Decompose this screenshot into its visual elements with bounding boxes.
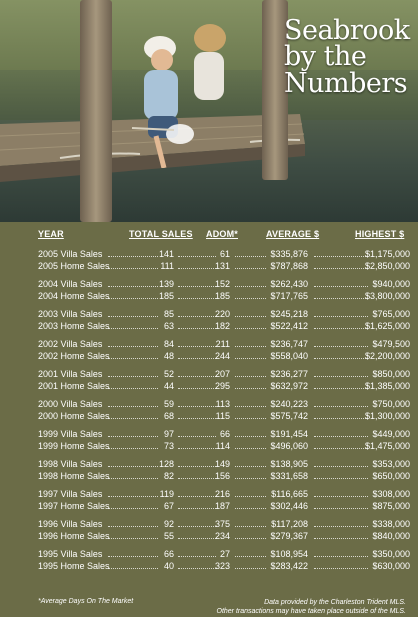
cell-adom: 66: [219, 429, 230, 439]
source-line-1: Data provided by the Charleston Trident MLS.: [264, 599, 406, 606]
cell-avg: $717,765: [270, 291, 308, 301]
dot-leader: [235, 436, 266, 437]
table-header: [38, 229, 410, 243]
col-highest: HIGHEST $: [355, 229, 405, 239]
dot-leader: [178, 298, 216, 299]
cell-label: 2003 Home Sales: [38, 321, 110, 331]
sales-table: [38, 229, 410, 572]
dot-leader: [178, 346, 216, 347]
cell-label: 1998 Villa Sales: [38, 459, 103, 469]
cell-adom: 152: [214, 279, 230, 289]
cell-adom: 234: [214, 531, 230, 541]
dot-leader: [108, 316, 158, 317]
table-row: [38, 530, 410, 542]
dot-leader: [178, 526, 216, 527]
table-row: [38, 308, 410, 320]
dot-leader: [178, 466, 216, 467]
table-row: [38, 440, 410, 452]
cell-avg: $117,208: [271, 519, 308, 529]
dot-leader: [314, 286, 368, 287]
dot-leader: [108, 346, 158, 347]
table-row: [38, 470, 410, 482]
cell-label: 2005 Home Sales: [38, 261, 110, 271]
cell-avg: $558,040: [270, 351, 308, 361]
cell-label: 1998 Home Sales: [38, 471, 110, 481]
cell-label: 1996 Villa Sales: [38, 519, 103, 529]
header-photo: [0, 0, 418, 222]
cell-adom: 244: [214, 351, 230, 361]
table-row: [38, 368, 410, 380]
dot-leader: [235, 538, 266, 539]
year-group: [38, 368, 410, 392]
title-line-2: by the: [284, 41, 367, 73]
cell-total: 128: [158, 459, 174, 469]
dot-leader: [235, 478, 266, 479]
year-group: [38, 488, 410, 512]
cell-adom: 220: [214, 309, 230, 319]
cell-adom: 182: [214, 321, 230, 331]
cell-avg: $236,277: [270, 369, 308, 379]
dot-leader: [235, 358, 266, 359]
cell-label: 1999 Home Sales: [38, 441, 110, 451]
dot-leader: [108, 418, 158, 419]
table-row: [38, 260, 410, 272]
table-row: [38, 338, 410, 350]
cell-adom: 156: [214, 471, 230, 481]
dot-leader: [314, 328, 368, 329]
cell-avg: $283,422: [270, 561, 308, 571]
year-group: [38, 458, 410, 482]
cell-label: 2004 Villa Sales: [38, 279, 103, 289]
cell-total: 92: [163, 519, 174, 529]
cell-avg: $236,747: [270, 339, 308, 349]
cell-total: 97: [163, 429, 174, 439]
cell-total: 40: [163, 561, 174, 571]
year-group: [38, 278, 410, 302]
dot-leader: [314, 346, 368, 347]
dock-post-left: [80, 0, 112, 222]
cell-high: $875,000: [372, 501, 410, 511]
dot-leader: [108, 376, 158, 377]
cell-adom: 115: [215, 411, 230, 421]
cell-total: 139: [158, 279, 174, 289]
cell-high: $750,000: [372, 399, 410, 409]
cell-total: 66: [163, 549, 174, 559]
year-group: [38, 548, 410, 572]
dot-leader: [108, 256, 158, 257]
dot-leader: [178, 358, 216, 359]
cell-total: 63: [163, 321, 174, 331]
dot-leader: [178, 286, 216, 287]
dot-leader: [314, 466, 368, 467]
cell-adom: 185: [214, 291, 230, 301]
cell-high: $479,500: [372, 339, 410, 349]
dot-leader: [108, 478, 158, 479]
dot-leader: [178, 316, 216, 317]
year-group: [38, 428, 410, 452]
cell-high: $630,000: [372, 561, 410, 571]
cell-high: $650,000: [372, 471, 410, 481]
table-row: [38, 350, 410, 362]
dot-leader: [108, 268, 158, 269]
dot-leader: [235, 328, 266, 329]
dot-leader: [235, 268, 266, 269]
cell-total: 48: [163, 351, 174, 361]
cell-high: $1,625,000: [364, 321, 410, 331]
dot-leader: [235, 568, 266, 569]
cell-adom: 114: [215, 441, 230, 451]
dot-leader: [178, 436, 216, 437]
dot-leader: [108, 556, 158, 557]
dot-leader: [235, 298, 266, 299]
dot-leader: [178, 418, 216, 419]
cell-avg: $262,430: [270, 279, 308, 289]
dot-leader: [314, 406, 368, 407]
cell-total: 185: [158, 291, 174, 301]
cell-total: 68: [163, 411, 174, 421]
cell-adom: 187: [214, 501, 230, 511]
cell-high: $1,475,000: [364, 441, 410, 451]
cell-avg: $632,972: [270, 381, 308, 391]
cell-avg: $575,742: [270, 411, 308, 421]
title-line-3: Numbers: [284, 67, 408, 99]
cell-avg: $787,868: [270, 261, 308, 271]
table-row: [38, 410, 410, 422]
dot-leader: [314, 358, 368, 359]
table-row: [38, 380, 410, 392]
table-row: [38, 518, 410, 530]
dot-leader: [108, 406, 158, 407]
page-title: [284, 15, 410, 99]
dot-leader: [314, 316, 368, 317]
cell-high: $338,000: [372, 519, 410, 529]
cell-label: 1999 Villa Sales: [38, 429, 103, 439]
cell-label: 1995 Villa Sales: [38, 549, 103, 559]
year-group: [38, 248, 410, 272]
dot-leader: [178, 268, 216, 269]
cell-adom: 149: [214, 459, 230, 469]
dot-leader: [108, 298, 158, 299]
dot-leader: [314, 568, 368, 569]
dot-leader: [235, 388, 266, 389]
dot-leader: [235, 346, 266, 347]
cell-total: 84: [163, 339, 174, 349]
cell-label: 2003 Villa Sales: [38, 309, 103, 319]
cell-high: $840,000: [372, 531, 410, 541]
cell-high: $353,000: [372, 459, 410, 469]
cell-avg: $331,658: [270, 471, 308, 481]
dot-leader: [178, 406, 216, 407]
cell-adom: 295: [214, 381, 230, 391]
cell-high: $350,000: [372, 549, 410, 559]
cell-label: 1995 Home Sales: [38, 561, 110, 571]
year-group: [38, 518, 410, 542]
dot-leader: [235, 466, 266, 467]
cell-total: 85: [163, 309, 174, 319]
col-adom: ADOM*: [206, 229, 238, 239]
dot-leader: [314, 496, 368, 497]
cell-label: 2002 Villa Sales: [38, 339, 103, 349]
dot-leader: [108, 328, 158, 329]
table-row: [38, 398, 410, 410]
dot-leader: [178, 448, 216, 449]
table-row: [38, 278, 410, 290]
children-figures: [112, 18, 252, 168]
cell-label: 2004 Home Sales: [38, 291, 110, 301]
cell-avg: $496,060: [270, 441, 308, 451]
dot-leader: [178, 568, 216, 569]
table-row: [38, 500, 410, 512]
dot-leader: [314, 448, 368, 449]
dot-leader: [108, 466, 158, 467]
dot-leader: [314, 556, 368, 557]
table-body: [38, 248, 410, 572]
table-row: [38, 428, 410, 440]
cell-high: $2,850,000: [364, 261, 410, 271]
footnote: *Average Days On The Market: [38, 598, 134, 605]
dot-leader: [314, 418, 368, 419]
source-line-2: Other transactions may have taken place outside of the MLS.: [216, 608, 406, 615]
table-row: [38, 548, 410, 560]
dot-leader: [235, 526, 266, 527]
dot-leader: [314, 538, 368, 539]
cell-label: 2000 Villa Sales: [38, 399, 103, 409]
dot-leader: [178, 496, 216, 497]
dot-leader: [314, 526, 368, 527]
cell-adom: 27: [219, 549, 230, 559]
cell-total: 44: [163, 381, 174, 391]
cell-high: $765,000: [372, 309, 410, 319]
dot-leader: [108, 508, 158, 509]
year-group: [38, 308, 410, 332]
dot-leader: [235, 508, 266, 509]
cell-label: 1997 Home Sales: [38, 501, 110, 511]
cell-label: 2000 Home Sales: [38, 411, 110, 421]
cell-total: 111: [160, 261, 174, 271]
cell-high: $940,000: [372, 279, 410, 289]
col-average: AVERAGE $: [266, 229, 320, 239]
dot-leader: [235, 418, 266, 419]
dot-leader: [108, 436, 158, 437]
dot-leader: [314, 436, 368, 437]
table-row: [38, 458, 410, 470]
title-line-1: Seabrook: [284, 15, 410, 46]
dot-leader: [108, 538, 158, 539]
cell-label: 1997 Villa Sales: [38, 489, 103, 499]
cell-adom: 375: [214, 519, 230, 529]
dot-leader: [108, 526, 158, 527]
dot-leader: [235, 448, 266, 449]
cell-total: 55: [163, 531, 174, 541]
cell-label: 2001 Villa Sales: [38, 369, 103, 379]
cell-avg: $302,446: [270, 501, 308, 511]
table-row: [38, 560, 410, 572]
dot-leader: [235, 286, 266, 287]
dot-leader: [314, 298, 368, 299]
dot-leader: [108, 496, 158, 497]
dot-leader: [178, 328, 216, 329]
cell-adom: 113: [215, 399, 230, 409]
cell-avg: $522,412: [270, 321, 308, 331]
cell-high: $308,000: [372, 489, 410, 499]
cell-high: $1,300,000: [364, 411, 410, 421]
dot-leader: [108, 286, 158, 287]
dot-leader: [235, 496, 266, 497]
dot-leader: [314, 268, 368, 269]
dot-leader: [178, 508, 216, 509]
table-row: [38, 488, 410, 500]
dot-leader: [178, 538, 216, 539]
dot-leader: [235, 316, 266, 317]
cell-adom: 207: [214, 369, 230, 379]
cell-adom: 61: [219, 249, 230, 259]
dot-leader: [235, 256, 266, 257]
dot-leader: [235, 376, 266, 377]
dot-leader: [178, 478, 216, 479]
dot-leader: [178, 556, 216, 557]
cell-total: 67: [163, 501, 174, 511]
cell-label: 2001 Home Sales: [38, 381, 110, 391]
cell-high: $449,000: [372, 429, 410, 439]
cell-total: 73: [163, 441, 174, 451]
cell-high: $1,385,000: [364, 381, 410, 391]
cell-total: 59: [163, 399, 174, 409]
cell-avg: $108,954: [270, 549, 308, 559]
cell-label: 2002 Home Sales: [38, 351, 110, 361]
table-row: [38, 248, 410, 260]
cell-avg: $335,876: [270, 249, 308, 259]
cell-total: 141: [158, 249, 174, 259]
cell-adom: 131: [214, 261, 230, 271]
dot-leader: [235, 556, 266, 557]
cell-high: $1,175,000: [364, 249, 410, 259]
cell-high: $3,800,000: [364, 291, 410, 301]
cell-avg: $138,905: [270, 459, 308, 469]
cell-high: $2,200,000: [364, 351, 410, 361]
table-row: [38, 320, 410, 332]
dot-leader: [178, 376, 216, 377]
year-group: [38, 398, 410, 422]
dot-leader: [108, 388, 158, 389]
cell-avg: $116,665: [271, 489, 308, 499]
cell-label: 1996 Home Sales: [38, 531, 110, 541]
dot-leader: [108, 358, 158, 359]
cell-adom: 216: [214, 489, 230, 499]
dot-leader: [314, 388, 368, 389]
col-total-sales: TOTAL SALES: [129, 229, 193, 239]
cell-label: 2005 Villa Sales: [38, 249, 103, 259]
dot-leader: [314, 376, 368, 377]
source-note: [217, 598, 407, 616]
dot-leader: [314, 478, 368, 479]
cell-high: $850,000: [372, 369, 410, 379]
cell-total: 82: [163, 471, 174, 481]
cell-adom: 323: [214, 561, 230, 571]
cell-avg: $240,223: [270, 399, 308, 409]
cell-avg: $245,218: [270, 309, 308, 319]
dot-leader: [314, 508, 368, 509]
dot-leader: [314, 256, 368, 257]
table-row: [38, 290, 410, 302]
dot-leader: [108, 448, 158, 449]
year-group: [38, 338, 410, 362]
cell-avg: $279,367: [270, 531, 308, 541]
dot-leader: [178, 256, 216, 257]
dot-leader: [108, 568, 158, 569]
cell-total: 52: [163, 369, 174, 379]
dot-leader: [178, 388, 216, 389]
col-year: YEAR: [38, 229, 64, 239]
cell-avg: $191,454: [270, 429, 308, 439]
dot-leader: [235, 406, 266, 407]
cell-total: 119: [159, 489, 174, 499]
cell-adom: 211: [215, 339, 230, 349]
